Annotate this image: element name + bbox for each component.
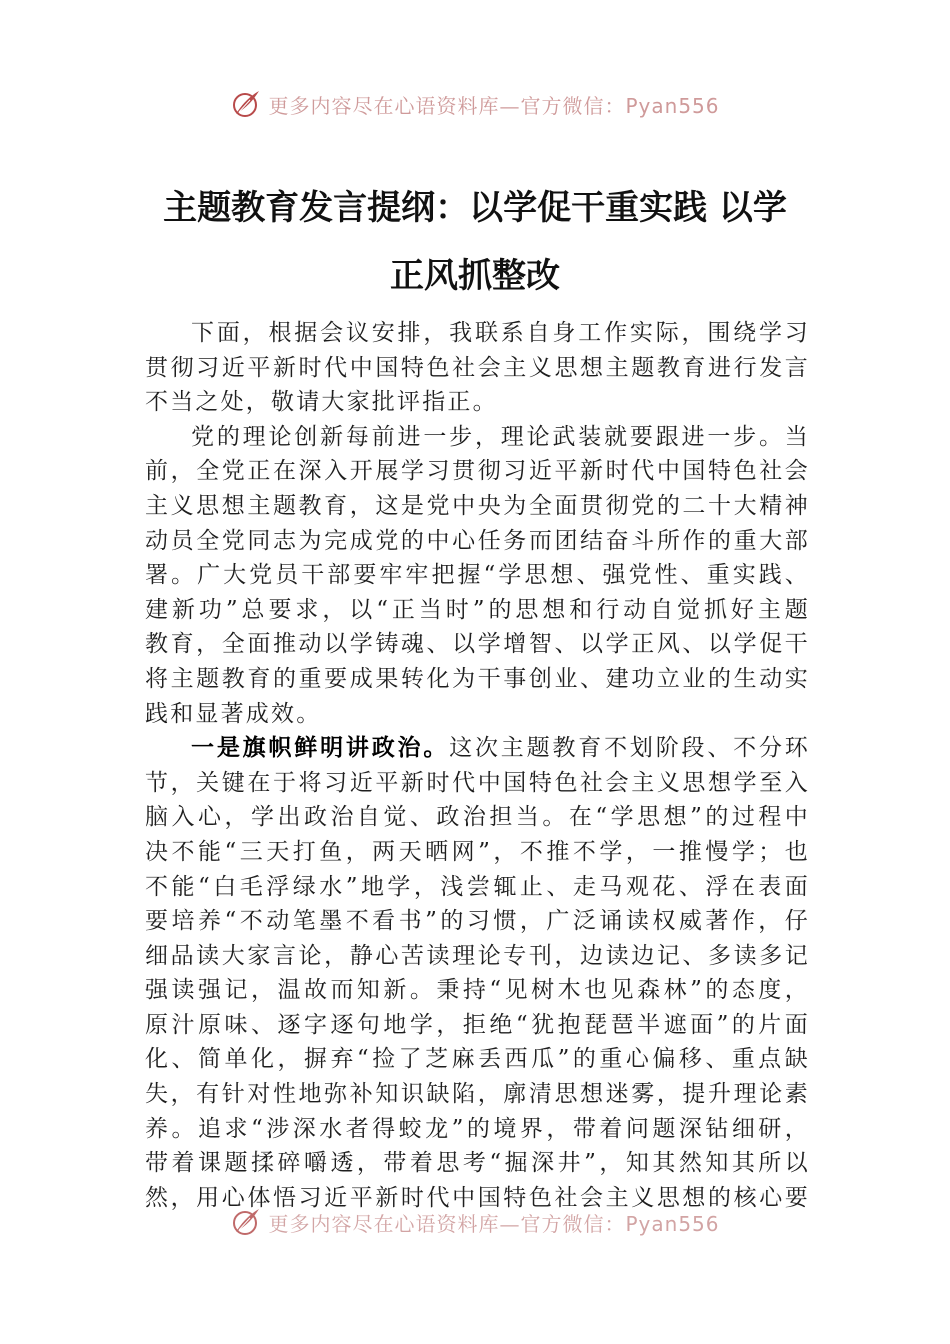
- paragraph-theory: [145, 420, 810, 731]
- text-line: 决不能“三天打鱼，两天晒网”，不推不学，一推慢学；也: [145, 838, 810, 865]
- text-line: 贯彻习近平新时代中国特色社会主义思想主题教育进行发言: [145, 354, 810, 381]
- text-line: 不能“白毛浮绿水”地学，浅尝辄止、走马观花、浮在表面: [145, 873, 810, 900]
- document-title-line-2: 正风抓整改: [390, 256, 560, 296]
- text-line: 原汁原味、逐字逐句地学，拒绝“犹抱琵琶半遮面”的片面: [145, 1011, 810, 1038]
- text-line: 失，有针对性地弥补知识缺陷，廓清思想迷雾，提升理论素: [145, 1081, 810, 1108]
- text-line: 党的理论创新每前进一步，理论武装就要跟进一步。当: [191, 423, 810, 450]
- footer-watermark-banner: [0, 1204, 950, 1240]
- text-line: 主义思想主题教育，这是党中央为全面贯彻党的二十大精神: [145, 492, 810, 519]
- text-line: 带着课题揉碎嚼透，带着思考“掘深井”，知其然知其所以: [145, 1150, 810, 1177]
- section-lead-heading: 一是旗帜鲜明讲政治。: [191, 734, 450, 762]
- text-line: 细品读大家言论，静心苦读理论专刊，边读边记、多读多记: [145, 942, 810, 969]
- header-wechat-id: Pyan556: [625, 93, 720, 118]
- paragraph-politics: [145, 731, 810, 1215]
- text-line: 将主题教育的重要成果转化为干事创业、建功立业的生动实: [145, 665, 810, 692]
- text-line: 脑入心，学出政治自觉、政治担当。在“学思想”的过程中: [145, 804, 810, 831]
- text-line: 前，全党正在深入开展学习贯彻习近平新时代中国特色社会: [145, 458, 810, 485]
- text-line: [145, 731, 810, 766]
- footer-wechat-id: Pyan556: [625, 1211, 720, 1236]
- document-title-line-1: 主题教育发言提纲：以学促干重实践 以学: [163, 188, 787, 228]
- text-line: 不当之处，敬请大家批评指正。: [145, 389, 498, 416]
- feather-pen-logo-icon: [230, 1206, 262, 1238]
- header-watermark-banner: [0, 84, 950, 124]
- text-line: 节，关键在于将习近平新时代中国特色社会主义思想学至入: [145, 769, 810, 796]
- text-line: 教育，全面推动以学铸魂、以学增智、以学正风、以学促干: [145, 631, 810, 658]
- text-run: 这次主题教育不划阶段、不分环: [449, 735, 810, 762]
- header-banner-text: 更多内容尽在心语资料库—官方微信：Pyan556: [268, 93, 720, 118]
- text-line: 动员全党同志为完成党的中心任务而团结奋斗所作的重大部: [145, 527, 810, 554]
- footer-banner-text: 更多内容尽在心语资料库—官方微信：Pyan556: [268, 1211, 720, 1236]
- text-line: 强读强记，温故而知新。秉持“见树木也见森林”的态度，: [145, 977, 810, 1004]
- document-body: [145, 316, 810, 1215]
- paragraph-intro: [145, 316, 810, 420]
- text-line: 建新功”总要求，以“正当时”的思想和行动自觉抓好主题: [145, 596, 810, 623]
- text-line: 要培养“不动笔墨不看书”的习惯，广泛诵读权威著作，仔: [145, 908, 810, 935]
- text-line: 署。广大党员干部要牢牢把握“学思想、强党性、重实践、: [145, 562, 810, 589]
- text-line: 践和显著成效。: [145, 700, 322, 727]
- feather-pen-logo-icon: [230, 88, 262, 120]
- text-line: 化、简单化，摒弃“捡了芝麻丢西瓜”的重心偏移、重点缺: [145, 1046, 810, 1073]
- text-line: 然，用心体悟习近平新时代中国特色社会主义思想的核心要: [145, 1184, 810, 1211]
- text-line: 下面，根据会议安排，我联系自身工作实际，围绕学习: [191, 320, 810, 346]
- text-line: 养。追求“涉深水者得蛟龙”的境界，带着问题深钻细研，: [145, 1115, 810, 1142]
